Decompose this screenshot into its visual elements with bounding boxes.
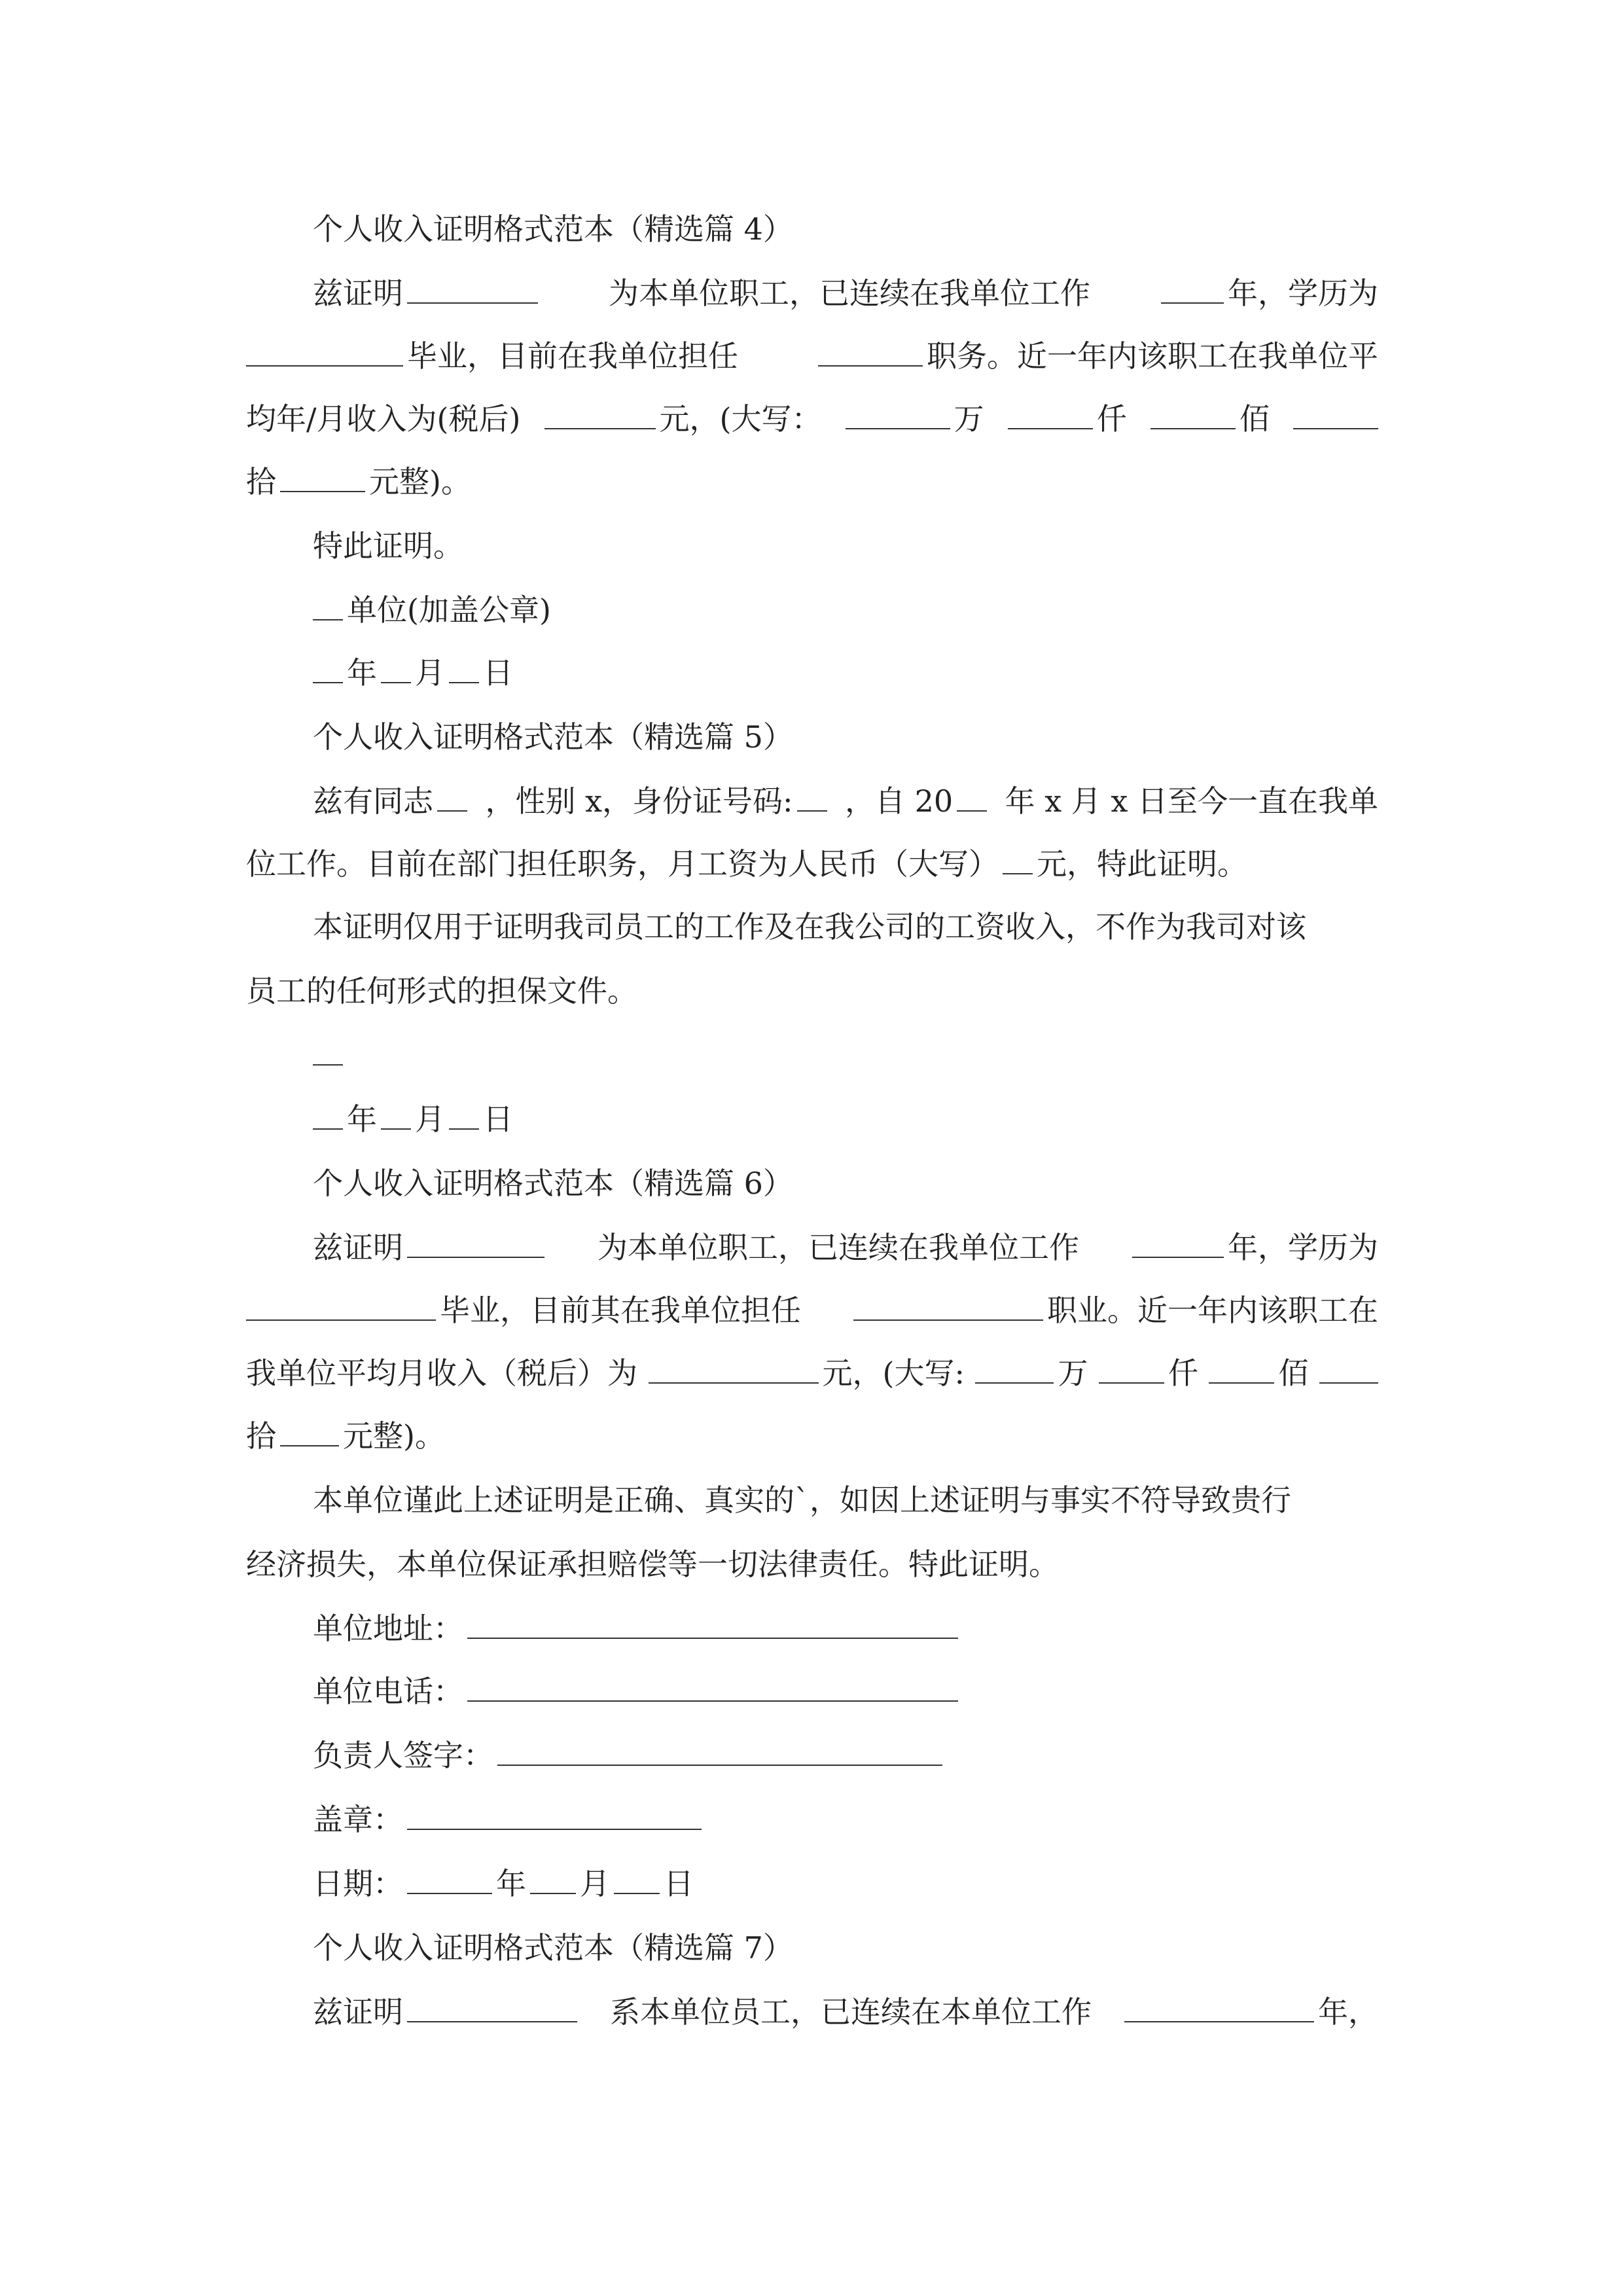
text: 万 [954, 401, 984, 437]
text: 拾 [246, 1418, 276, 1454]
section-5-line-2 [246, 838, 1247, 890]
seal-label: 盖章： [313, 1802, 403, 1837]
text: 元，特此证明。 [1037, 846, 1247, 882]
section-4-line-1 [246, 267, 1378, 319]
text: 元整)。 [343, 1418, 445, 1454]
blank-year [407, 1859, 492, 1894]
phone-label: 单位电话： [313, 1674, 463, 1709]
blank-job [853, 1285, 1043, 1321]
blank-month [530, 1859, 576, 1894]
blank-day [614, 1859, 660, 1894]
blank-wan [846, 394, 950, 429]
section-6-heading [313, 1157, 793, 1210]
section-4-heading [313, 203, 793, 255]
blank-education [246, 331, 403, 367]
blank-year [313, 648, 343, 683]
blank-wan [975, 1348, 1054, 1384]
section-5-line-4 [246, 965, 637, 1017]
text: 年 [347, 655, 377, 691]
blank-education [246, 1285, 436, 1321]
text: 日 [664, 1866, 694, 1901]
text: 月 [415, 655, 445, 691]
section-7-line-1 [246, 1986, 1378, 2038]
text: 日 [483, 1102, 513, 1137]
text: 佰 [1278, 1355, 1309, 1391]
section-6-line-6 [246, 1538, 1059, 1590]
section-7-heading-text: 个人收入证明格式范本（精选篇 7） [313, 1930, 793, 1965]
section-6-seal [313, 1793, 705, 1846]
text: 元，(大写： [659, 401, 822, 437]
address-field [467, 1604, 958, 1639]
section-6-phone [313, 1665, 962, 1717]
text: 年， [1318, 1994, 1378, 2030]
section-5-line-3 [313, 901, 1306, 953]
blank-shi [1293, 394, 1378, 429]
blank-month [381, 1094, 411, 1130]
section-4-unit-seal [313, 584, 551, 636]
section-5-date [313, 1093, 513, 1145]
section-6-line-5 [313, 1474, 1291, 1526]
section-5-signature-blank [313, 1029, 347, 1081]
text: 年 [347, 1102, 377, 1137]
blank-signature [313, 1030, 343, 1066]
text: 年，学历为 [1228, 276, 1378, 311]
section-5-heading-text: 个人收入证明格式范本（精选篇 5） [313, 719, 793, 755]
text: 年，学历为 [1228, 1230, 1378, 1265]
section-6-line-1 [246, 1221, 1378, 1274]
text: 元，(大写: [822, 1355, 965, 1391]
text: 本单位谨此上述证明是正确、真实的`，如因上述证明与事实不符导致贵行 [313, 1482, 1291, 1518]
text: 万 [1058, 1355, 1088, 1391]
text: 我单位平均月收入（税后）为 [246, 1355, 637, 1391]
blank-position [818, 331, 923, 367]
text: 兹有同志 [313, 783, 433, 819]
text: 元整)。 [369, 464, 471, 499]
section-4-line-2 [246, 330, 1378, 382]
text: 特此证明。 [313, 528, 463, 564]
blank-month [381, 648, 411, 683]
text: 仟 [1096, 401, 1127, 437]
section-4-line-4 [246, 456, 471, 508]
text: 兹证明 [313, 1994, 403, 2030]
blank-salary [1003, 839, 1033, 874]
text: ，自 20 [845, 783, 954, 819]
text: ，性别 x，身份证号码: [485, 783, 793, 819]
text: 仟 [1168, 1355, 1198, 1391]
blank-bai [1150, 394, 1236, 429]
signer-label: 负责人签字： [313, 1738, 493, 1773]
section-4-line-3 [246, 393, 1378, 445]
text: 年 x 月 x 日至今一直在我单 [1005, 783, 1378, 819]
blank-shi [1319, 1348, 1378, 1384]
blank-day [449, 648, 479, 683]
section-6-line-2 [246, 1284, 1378, 1336]
text: 月 [580, 1866, 610, 1901]
blank-name [437, 776, 467, 812]
blank-amount [649, 1348, 819, 1384]
blank-year [313, 1094, 343, 1130]
section-4-certify [313, 520, 463, 572]
text: 员工的任何形式的担保文件。 [246, 973, 637, 1009]
blank-years [1161, 268, 1224, 304]
address-label: 单位地址： [313, 1611, 463, 1646]
blank-years [1132, 1223, 1224, 1258]
text: 兹证明 [313, 1230, 403, 1265]
text: 月 [415, 1102, 445, 1137]
text: 系本单位员工，已连续在本单位工作 [610, 1994, 1092, 2030]
section-5-heading [313, 711, 793, 763]
blank-amount [544, 394, 656, 429]
phone-field [467, 1666, 958, 1702]
text: 为本单位职工，已连续在我单位工作 [597, 1230, 1079, 1265]
section-6-line-3 [246, 1347, 1378, 1399]
section-4-date [313, 647, 513, 699]
blank-yuan [280, 1411, 339, 1446]
section-6-address [313, 1602, 962, 1655]
text: 日 [483, 655, 513, 691]
blank-years [1124, 1987, 1314, 2022]
text: 年 [496, 1866, 526, 1901]
date-label: 日期： [313, 1866, 403, 1901]
section-7-heading [313, 1922, 793, 1974]
text: 职业。近一年内该职工在 [1047, 1293, 1378, 1328]
section-6-date [313, 1857, 694, 1910]
signer-field [497, 1731, 942, 1766]
seal-field [407, 1795, 702, 1830]
blank-unit [313, 585, 343, 620]
text: 职务。近一年内该职工在我单位平 [927, 338, 1378, 374]
blank-name [407, 1223, 544, 1258]
blank-name [407, 268, 538, 304]
blank-qian [1099, 1348, 1164, 1384]
blank-name [407, 1987, 577, 2022]
blank-year [957, 776, 987, 812]
text: 兹证明 [313, 276, 403, 311]
blank-bai [1209, 1348, 1274, 1384]
text: 均年/月收入为(税后) [246, 401, 521, 437]
text: 拾 [246, 464, 276, 499]
blank-day [449, 1094, 479, 1130]
text: 毕业，目前在我单位担任 [407, 338, 738, 374]
text: 为本单位职工，已连续在我单位工作 [609, 276, 1090, 311]
section-4-heading-text: 个人收入证明格式范本（精选篇 4） [313, 211, 793, 247]
section-6-signer [313, 1729, 946, 1782]
text: 毕业，目前其在我单位担任 [440, 1293, 801, 1328]
section-5-line-1 [246, 775, 1378, 827]
blank-qian [1008, 394, 1093, 429]
text: 单位(加盖公章) [347, 592, 551, 628]
blank-yuan [280, 457, 365, 492]
section-6-heading-text: 个人收入证明格式范本（精选篇 6） [313, 1166, 793, 1201]
section-6-line-4 [246, 1410, 445, 1462]
blank-id [797, 776, 827, 812]
text: 位工作。目前在部门担任职务，月工资为人民币（大写） [246, 846, 999, 882]
text: 本证明仅用于证明我司员工的工作及在我公司的工资收入，不作为我司对该 [313, 909, 1306, 944]
text: 经济损失，本单位保证承担赔偿等一切法律责任。特此证明。 [246, 1547, 1059, 1582]
text: 佰 [1239, 401, 1270, 437]
